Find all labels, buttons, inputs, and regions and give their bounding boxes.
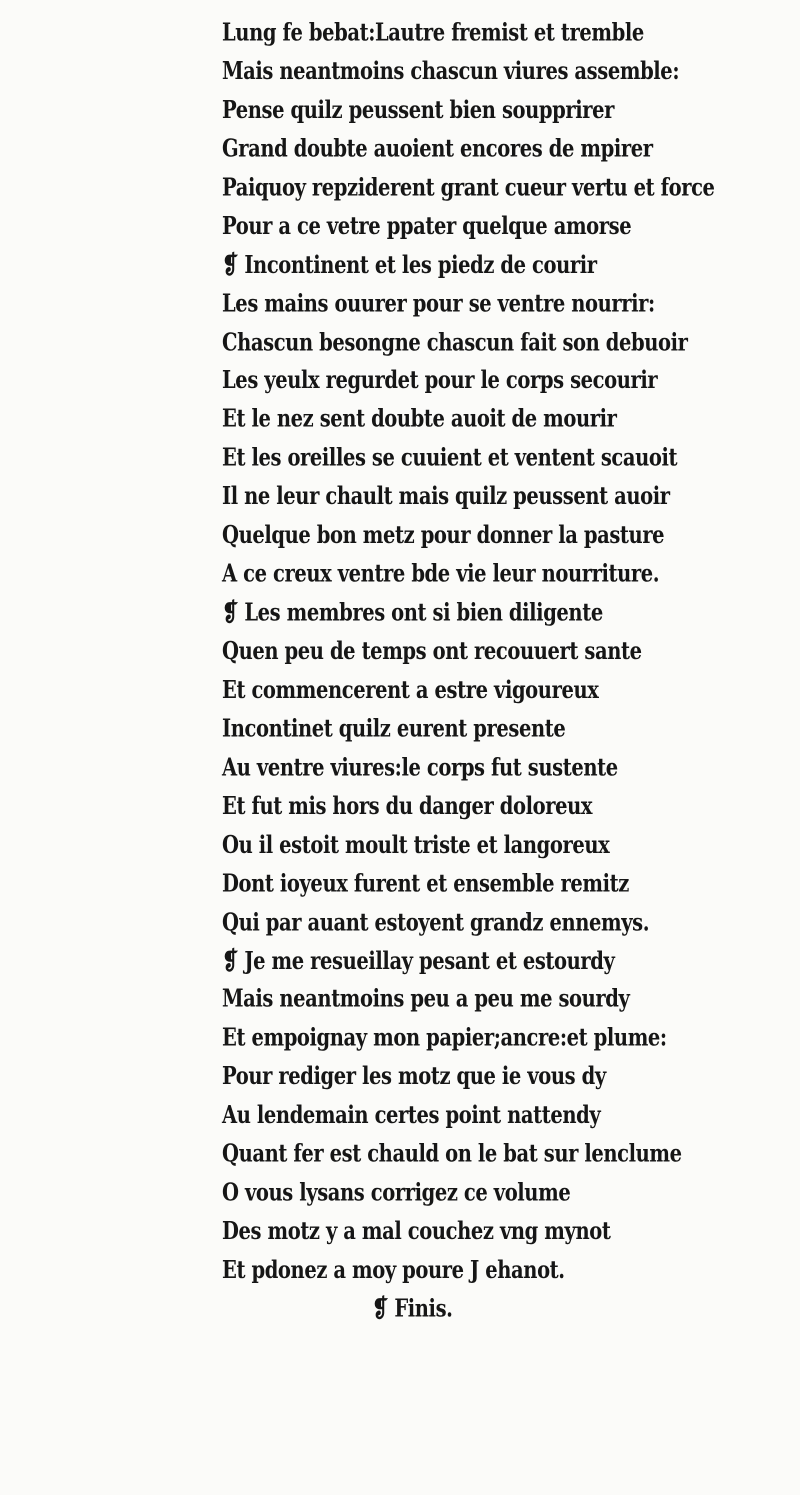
- text-line: Et fut mis hors du danger doloreux: [222, 791, 593, 820]
- text-line: Pour a ce vetre ppater quelque amorse: [222, 211, 632, 240]
- text-line: Les mains ouurer pour se ventre nourrir:: [222, 288, 655, 318]
- text-line: Au ventre viures:le corps fut sustente: [222, 752, 618, 782]
- text-line: Quen peu de temps ont recouuert sante: [222, 636, 642, 666]
- text-line: Quant fer est chauld on le bat sur lenclume: [222, 1139, 682, 1168]
- text-line: Et le nez sent doubte auoit de mourir: [222, 404, 617, 434]
- text-line: Les yeulx regurdet pour le corps secourir: [222, 365, 658, 395]
- text-line: Des motz y a mal couchez vng mynot: [222, 1216, 611, 1246]
- text-line: Chascun besongne chascun fait son debuoir: [222, 327, 688, 356]
- text-line: Dont ioyeux furent et ensemble remitz: [222, 868, 629, 898]
- closing-line: ❡ Finis.: [372, 1293, 453, 1323]
- poem-text-block: [222, 14, 782, 1329]
- text-line: ❡ Les membres ont si bien diligente: [222, 597, 603, 627]
- text-line: A ce creux ventre bde vie leur nourriture.: [222, 559, 660, 588]
- text-line: ❡ Incontinent et les piedz de courir: [222, 249, 597, 279]
- text-line: Qui par auant estoyent grandz ennemys.: [222, 907, 650, 936]
- text-line: Mais neantmoins peu a peu me sourdy: [222, 984, 630, 1014]
- text-line: Et les oreilles se cuuient et ventent scauoit: [222, 443, 678, 472]
- text-line: O vous lysans corrigez ce volume: [222, 1177, 571, 1207]
- text-line: Quelque bon metz pour donner la pasture: [222, 520, 665, 550]
- text-line: ❡ Je me resueillay pesant et estourdy: [222, 945, 615, 975]
- text-line: Il ne leur chault mais quilz peussent auoir: [222, 481, 670, 511]
- text-line: Et commencerent a estre vigoureux: [222, 675, 599, 704]
- text-line: Pour rediger les motz que ie vous dy: [222, 1061, 606, 1091]
- text-line: Ou il estoit moult triste et langoreux: [222, 829, 610, 859]
- text-line: Mais neantmoins chascun viures assemble:: [222, 56, 680, 86]
- text-line: Incontinet quilz eurent presente: [222, 713, 566, 743]
- text-line: Au lendemain certes point nattendy: [222, 1100, 601, 1130]
- text-line: Grand doubte auoient encores de mpirer: [222, 133, 653, 163]
- text-line: Et empoignay mon papier;ancre:et plume:: [222, 1023, 667, 1052]
- text-line: Lung fe bebat:Lautre fremist et tremble: [222, 17, 644, 47]
- text-line: Pense quilz peussent bien soupprirer: [222, 95, 615, 124]
- text-line: Paiquoy repziderent grant cueur vertu et force: [222, 172, 715, 202]
- text-line: Et pdonez a moy poure J ehanot.: [222, 1255, 565, 1284]
